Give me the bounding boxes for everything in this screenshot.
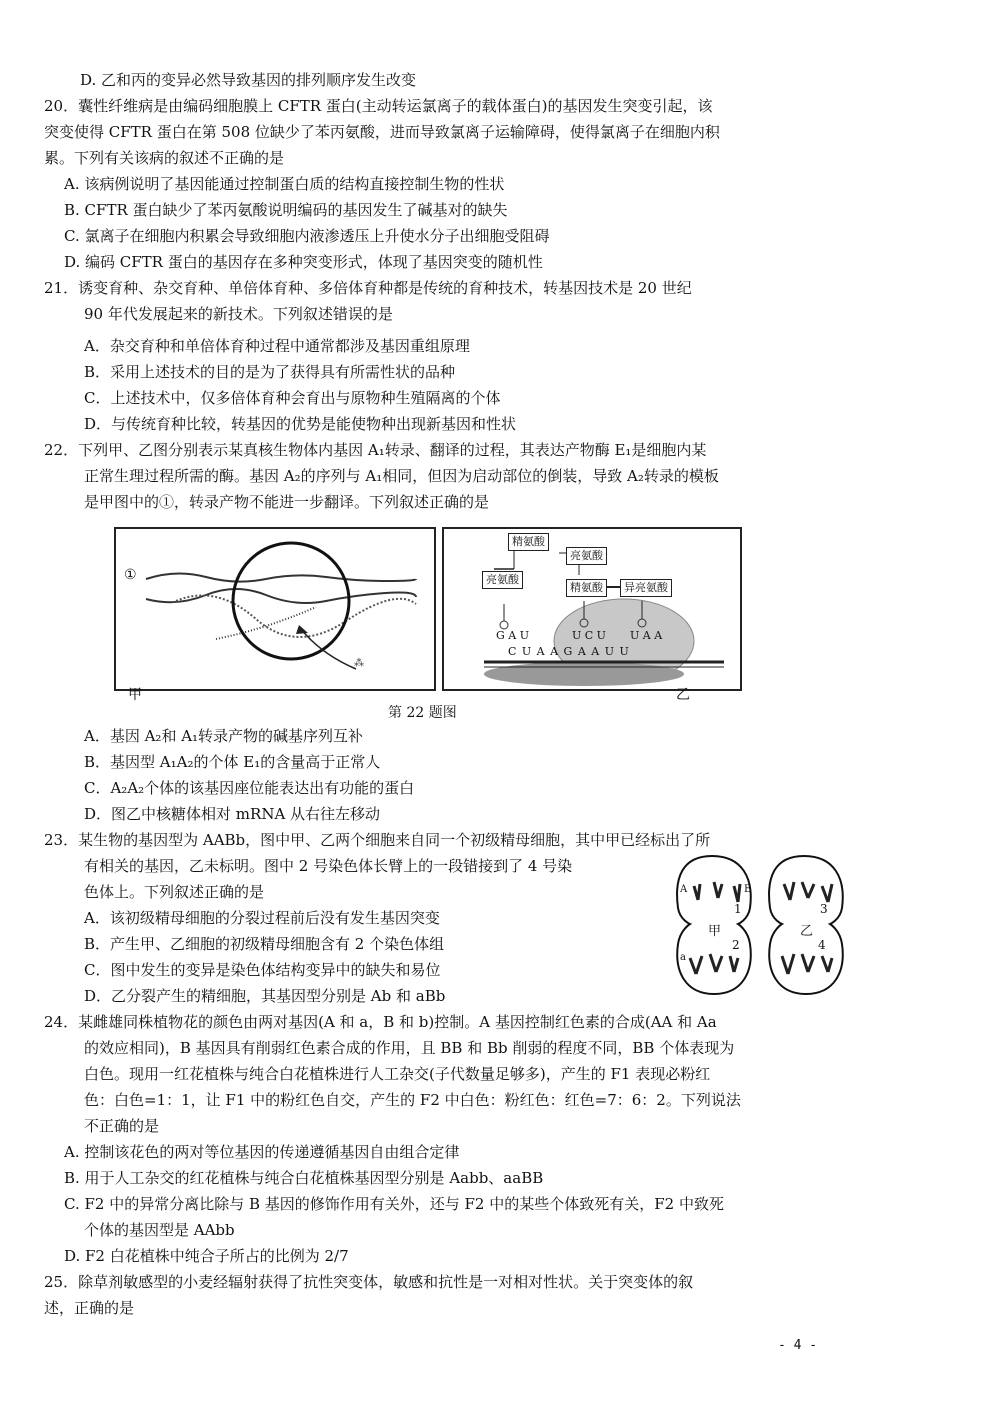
q24-line2: 的效应相同)，B 基因具有削弱红色素合成的作用，且 BB 和 Bb 削弱的程度不同，BB 个体表现为 xyxy=(84,1039,735,1057)
mrna-sequence: C U A A G A A U U xyxy=(508,645,630,658)
anticodon-2: U C U xyxy=(572,629,606,642)
q20-line3: 累。下列有关该病的叙述不正确的是 xyxy=(44,149,285,167)
figure-label-yi: 乙 xyxy=(676,687,690,703)
q21-option-b: B．采用上述技术的目的是为了获得具有所需性状的品种 xyxy=(84,363,456,381)
q24-line4: 色：白色=1：1，让 F1 中的粉红色自交，产生的 F2 中白色：粉红色：红色=7：6：2。下列说法 xyxy=(84,1091,741,1109)
q22-line1: 22．下列甲、乙图分别表示某真核生物体内基因 A₁转录、翻译的过程，其表达产物酶 E₁是细胞内某 xyxy=(44,441,707,459)
cell-label-jia: 甲 xyxy=(708,924,722,939)
q24-option-a: A. 控制该花色的两对等位基因的传递遵循基因自由组合定律 xyxy=(64,1143,460,1161)
chromosome-number-2: 2 xyxy=(732,938,740,952)
q20-line1: 20．囊性纤维病是由编码细胞膜上 CFTR 蛋白(主动转运氯离子的载体蛋白)的基因发生突变引起，该 xyxy=(44,97,713,115)
q21-option-a: A．杂交育种和单倍体育种过程中通常都涉及基因重组原理 xyxy=(84,337,470,355)
q22-line2: 正常生理过程所需的酶。基因 A₂的序列与 A₁相同，但因为启动部位的倒装，导致 A₂转录的模板 xyxy=(84,467,719,485)
chromosome-number-1: 1 xyxy=(734,902,742,916)
q20-line2: 突变使得 CFTR 蛋白在第 508 位缺少了苯丙氨酸，进而导致氯离子运输障碍，使得氯离子在细胞内积 xyxy=(44,123,720,141)
q20-option-d: D. 编码 CFTR 蛋白的基因存在多种突变形式，体现了基因突变的随机性 xyxy=(64,253,543,271)
page-number: - 4 - xyxy=(778,1338,818,1353)
gene-label-a: a xyxy=(680,952,686,963)
q23-option-b: B．产生甲、乙细胞的初级精母细胞含有 2 个染色体组 xyxy=(84,935,445,953)
q25-line1: 25．除草剂敏感型的小麦经辐射获得了抗性突变体，敏感和抗性是一对相对性状。关于突变体的叙 xyxy=(44,1273,694,1291)
amino-box-arg-top: 精氨酸 xyxy=(508,533,549,551)
figure-22-jia xyxy=(114,527,436,691)
q24-line3: 白色。现用一红花植株与纯合白花植株进行人工杂交(子代数量足够多)，产生的 F1 表现必粉红 xyxy=(84,1065,711,1083)
q20-option-c: C. 氯离子在细胞内积累会导致细胞内液渗透压上升使水分子出细胞受阻碍 xyxy=(64,227,550,245)
option-19-d: D. 乙和丙的变异必然导致基因的排列顺序发生改变 xyxy=(80,71,417,89)
q22-line3: 是甲图中的①，转录产物不能进一步翻译。下列叙述正确的是 xyxy=(84,493,490,511)
q24-option-b: B. 用于人工杂交的红花植株与纯合白花植株基因型分别是 Aabb、aaBB xyxy=(64,1169,544,1187)
chromosome-number-4: 4 xyxy=(818,938,826,952)
anticodon-3: U A A xyxy=(630,629,663,642)
q24-option-c-line2: 个体的基因型是 AAbb xyxy=(84,1221,235,1239)
svg-text:⁂: ⁂ xyxy=(354,658,364,669)
q23-option-a: A．该初级精母细胞的分裂过程前后没有发生基因突变 xyxy=(84,909,440,927)
q21-option-d: D．与传统育种比较，转基因的优势是能使物种出现新基因和性状 xyxy=(84,415,517,433)
anticodon-1: G A U xyxy=(496,629,529,642)
figure-22-caption: 第 22 题图 xyxy=(388,705,457,721)
dna-transcription-diagram xyxy=(116,529,434,689)
amino-box-arg: 精氨酸 xyxy=(566,579,607,597)
gene-label-A: A xyxy=(680,884,688,895)
q25-line2: 述，正确的是 xyxy=(44,1299,135,1317)
q20-option-a: A. 该病例说明了基因能通过控制蛋白质的结构直接控制生物的性状 xyxy=(64,175,505,193)
amino-box-ile: 异亮氨酸 xyxy=(620,579,672,597)
q24-line5: 不正确的是 xyxy=(84,1117,160,1135)
q22-option-a: A．基因 A₂和 A₁转录产物的碱基序列互补 xyxy=(84,727,364,745)
q23-option-c: C．图中发生的变异是染色体结构变异中的缺失和易位 xyxy=(84,961,441,979)
gene-label-B: B xyxy=(744,884,752,895)
q21-line1: 21．诱变育种、杂交育种、单倍体育种、多倍体育种都是传统的育种技术，转基因技术是 20 世纪 xyxy=(44,279,692,297)
q23-line3: 色体上。下列叙述正确的是 xyxy=(84,883,265,901)
cell-label-yi: 乙 xyxy=(800,924,814,939)
amino-box-leu-top: 亮氨酸 xyxy=(566,547,607,565)
marker-circle-1: ① xyxy=(124,567,137,583)
figure-label-jia: 甲 xyxy=(128,687,142,703)
q22-option-b: B．基因型 A₁A₂的个体 E₁的含量高于正常人 xyxy=(84,753,381,771)
q22-option-c: C．A₂A₂个体的该基因座位能表达出有功能的蛋白 xyxy=(84,779,415,797)
q20-option-b: B. CFTR 蛋白缺少了苯丙氨酸说明编码的基因发生了碱基对的缺失 xyxy=(64,201,508,219)
q24-option-d: D. F2 白花植株中纯合子所占的比例为 2/7 xyxy=(64,1247,349,1265)
q23-option-d: D．乙分裂产生的精细胞，其基因型分别是 Ab 和 aBb xyxy=(84,987,446,1005)
q21-line2: 90 年代发展起来的新技术。下列叙述错误的是 xyxy=(84,305,393,323)
figure-23 xyxy=(672,848,852,1000)
chromosome-number-3: 3 xyxy=(820,902,828,916)
figure-22-yi xyxy=(442,527,742,691)
q24-option-c-line1: C. F2 中的异常分离比除与 B 基因的修饰作用有关外，还与 F2 中的某些个体致死有关，F2 中致死 xyxy=(64,1195,724,1213)
amino-box-leu: 亮氨酸 xyxy=(482,571,523,589)
q21-option-c: C．上述技术中，仅多倍体育种会育出与原物种生殖隔离的个体 xyxy=(84,389,501,407)
meiosis-cells-diagram xyxy=(672,848,852,1000)
q24-line1: 24．某雌雄同株植物花的颜色由两对基因(A 和 a，B 和 b)控制。A 基因控制红色素的合成(AA 和 Aa xyxy=(44,1013,717,1031)
q23-line1: 23．某生物的基因型为 AABb，图中甲、乙两个细胞来自同一个初级精母细胞，其中甲已经标出了所 xyxy=(44,831,711,849)
q23-line2: 有相关的基因，乙未标明。图中 2 号染色体长臂上的一段错接到了 4 号染 xyxy=(84,857,573,875)
q22-option-d: D．图乙中核糖体相对 mRNA 从右往左移动 xyxy=(84,805,381,823)
